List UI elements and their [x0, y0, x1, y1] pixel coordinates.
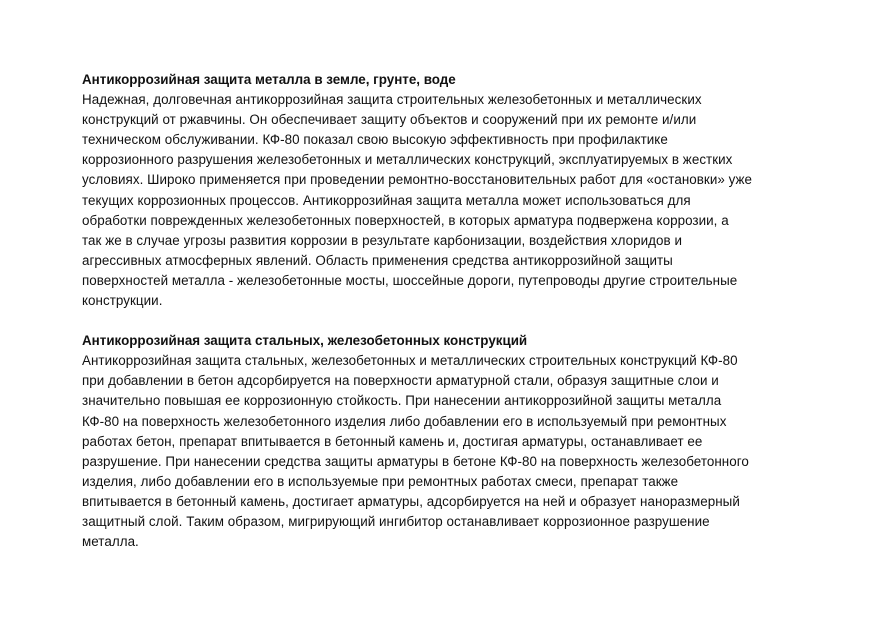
section-body	[82, 90, 842, 311]
body-line: обработки поврежденных железобетонных поверхностей, в которых арматура подвержена коррозии, а	[82, 212, 729, 228]
section-body	[82, 351, 842, 552]
body-line: разрушение. При нанесении средства защиты арматуры в бетоне КФ-80 на поверхность железобетонного	[82, 453, 749, 469]
body-line: при добавлении в бетон адсорбируется на поверхности арматурной стали, образуя защитные слои и	[82, 373, 719, 389]
body-line: работах бетон, препарат впитывается в бетонный камень и, достигая арматуры, останавливает ее	[82, 433, 703, 449]
body-line: коррозионного разрушения железобетонных и металлических конструкций, эксплуатируемых в жестких	[82, 152, 733, 168]
section-heading: Антикоррозийная защита стальных, железобетонных конструкций	[82, 333, 528, 349]
body-line: защитный слой. Таким образом, мигрирующий ингибитор останавливает коррозионное разрушение	[82, 513, 710, 529]
body-line: поверхностей металла - железобетонные мосты, шоссейные дороги, путепроводы другие строительные	[82, 272, 738, 288]
body-line: конструкции.	[82, 293, 163, 309]
body-line: так же в случае угрозы развития коррозии в результате карбонизации, воздействия хлоридов и	[82, 232, 682, 248]
body-line: впитывается в бетонный камень, достигает арматуры, адсорбируется на ней и образует наноразмерный	[82, 493, 740, 509]
section-heading: Антикоррозийная защита металла в земле, грунте, воде	[82, 72, 456, 87]
body-line: Антикоррозийная защита стальных, железобетонных и металлических строительных конструкций КФ-80	[82, 353, 738, 369]
section-metal-in-ground	[82, 70, 842, 311]
body-line: условиях. Широко применяется при проведении ремонтно-восстановительных работ для «остановки» уже	[82, 172, 753, 188]
body-line: текущих коррозионных процессов. Антикоррозийная защита металла может использоваться для	[82, 192, 691, 208]
body-line: конструкций от ржавчины. Он обеспечивает защиту объектов и сооружений при их ремонте и/или	[82, 112, 697, 128]
body-line: агрессивных атмосферных явлений. Область применения средства антикоррозийной защиты	[82, 252, 673, 268]
section-steel-concrete-structures	[82, 331, 842, 552]
body-line: значительно повышая ее коррозионную стойкость. При нанесении антикоррозийной защиты металла	[82, 393, 722, 409]
body-line: изделия, либо добавлении его в используемые при ремонтных работах смеси, препарат также	[82, 473, 679, 489]
body-line: техническом обслуживании. КФ-80 показал свою высокую эффективность при профилактике	[82, 132, 668, 148]
body-line: металла.	[82, 534, 139, 550]
body-line: Надежная, долговечная антикоррозийная защита строительных железобетонных и металлических	[82, 92, 702, 108]
body-line: КФ-80 на поверхность железобетонного изделия либо добавлении его в используемый при ремонтных	[82, 413, 727, 429]
document-page	[82, 70, 842, 572]
